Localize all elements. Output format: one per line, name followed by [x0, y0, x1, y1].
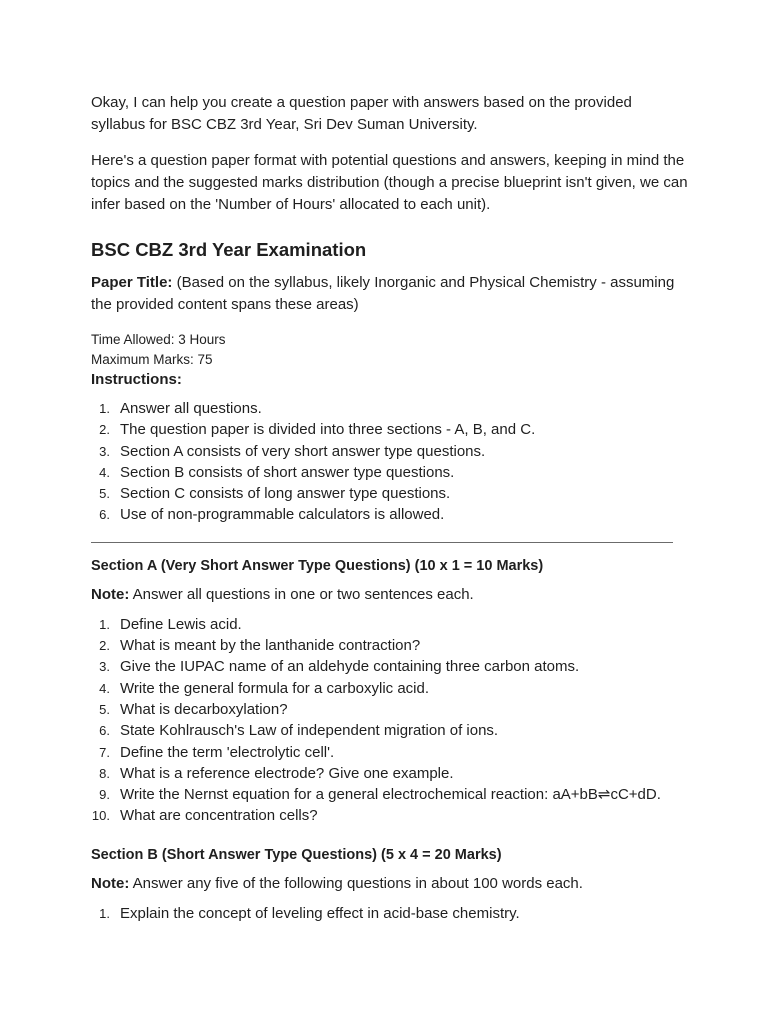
paper-title-text: (Based on the syllabus, likely Inorganic and Physical Chemistry - assuming the provided content spans these areas): [91, 274, 675, 313]
exam-heading: BSC CBZ 3rd Year Examination: [91, 239, 367, 260]
intro-paragraph-2: Here's a question paper format with potential questions and answers, keeping in mind the topics and the suggested marks distribution (though a precise blueprint isn't given, we can infer based on the 'Number of Hours' allocated to each unit).: [91, 152, 688, 213]
note-label: Note:: [91, 585, 130, 603]
instruction-text: The question paper is divided into three sections - A, B, and C.: [120, 421, 536, 439]
list-item: 3. Section A consists of very short answer type questions.: [99, 442, 486, 460]
question-text: What is decarboxylation?: [120, 700, 288, 718]
section-a-questions: [91, 614, 688, 827]
list-item: 2. What is meant by the lanthanide contraction?: [99, 637, 421, 655]
question-text: State Kohlrausch's Law of independent migration of ions.: [120, 722, 499, 740]
section-a-note: [91, 584, 688, 606]
list-item: 5. What is decarboxylation?: [99, 700, 288, 718]
note-label: Note:: [91, 874, 130, 892]
list-item: 6. State Kohlrausch's Law of independent migration of ions.: [99, 722, 499, 740]
question-text: What are concentration cells?: [120, 807, 318, 825]
list-item: 4. Section B consists of short answer type questions.: [99, 463, 455, 481]
question-text: Give the IUPAC name of an aldehyde containing three carbon atoms.: [120, 658, 580, 676]
list-item: 3. Give the IUPAC name of an aldehyde containing three carbon atoms.: [99, 658, 580, 676]
intro-paragraph-1: Okay, I can help you create a question paper with answers based on the provided syllabus for BSC CBZ 3rd Year, Sri Dev Suman University.: [91, 94, 632, 133]
question-text: Write the Nernst equation for a general electrochemical reaction: aA+bB⇌cC+dD.: [120, 786, 661, 804]
instruction-text: Answer all questions.: [120, 400, 262, 417]
question-text: What is meant by the lanthanide contraction?: [120, 637, 421, 655]
instructions-list: [91, 398, 688, 526]
instruction-text: Section C consists of long answer type questions.: [120, 485, 451, 503]
list-item: 9. Write the Nernst equation for a general electrochemical reaction: aA+bB⇌cC+dD.: [99, 786, 661, 804]
section-b-note: [91, 873, 688, 895]
maximum-marks: Maximum Marks: 75: [91, 352, 213, 367]
list-item: 1. Answer all questions.: [99, 400, 262, 417]
instruction-text: Section A consists of very short answer type questions.: [120, 442, 486, 460]
list-item: 4. Write the general formula for a carboxylic acid.: [99, 679, 430, 697]
list-item: 2. The question paper is divided into three sections - A, B, and C.: [99, 421, 536, 439]
list-item: 5. Section C consists of long answer type questions.: [99, 485, 451, 503]
section-b-heading: Section B (Short Answer Type Questions) (5 x 4 = 20 Marks): [91, 846, 502, 863]
instruction-text: Section B consists of short answer type questions.: [120, 463, 455, 481]
list-item: 8. What is a reference electrode? Give one example.: [99, 764, 454, 782]
list-item: 1. Define Lewis acid.: [99, 615, 242, 633]
paper-title: [91, 272, 688, 316]
list-item: 1. Explain the concept of leveling effect in acid-base chemistry.: [99, 904, 520, 922]
instruction-text: Use of non-programmable calculators is allowed.: [120, 506, 445, 524]
section-a-heading: Section A (Very Short Answer Type Questions) (10 x 1 = 10 Marks): [91, 557, 544, 574]
list-item: 7. Define the term 'electrolytic cell'.: [99, 743, 335, 761]
list-item: 6. Use of non-programmable calculators is allowed.: [99, 506, 445, 524]
note-text: Answer any five of the following questions in about 100 words each.: [129, 874, 583, 892]
question-text: Define the term 'electrolytic cell'.: [120, 743, 335, 761]
section-b-questions: [91, 903, 688, 924]
paper-title-label: Paper Title:: [91, 274, 173, 291]
note-text: Answer all questions in one or two sentences each.: [129, 585, 474, 603]
question-text: Define Lewis acid.: [120, 615, 242, 633]
section-divider: [91, 542, 673, 543]
time-allowed: Time Allowed: 3 Hours: [91, 332, 226, 347]
list-item: 10. What are concentration cells?: [91, 807, 318, 825]
question-text: What is a reference electrode? Give one example.: [120, 764, 454, 782]
question-text: Write the general formula for a carboxylic acid.: [120, 679, 430, 697]
question-text: Explain the concept of leveling effect in acid-base chemistry.: [120, 904, 520, 922]
instructions-heading: Instructions:: [91, 371, 182, 388]
